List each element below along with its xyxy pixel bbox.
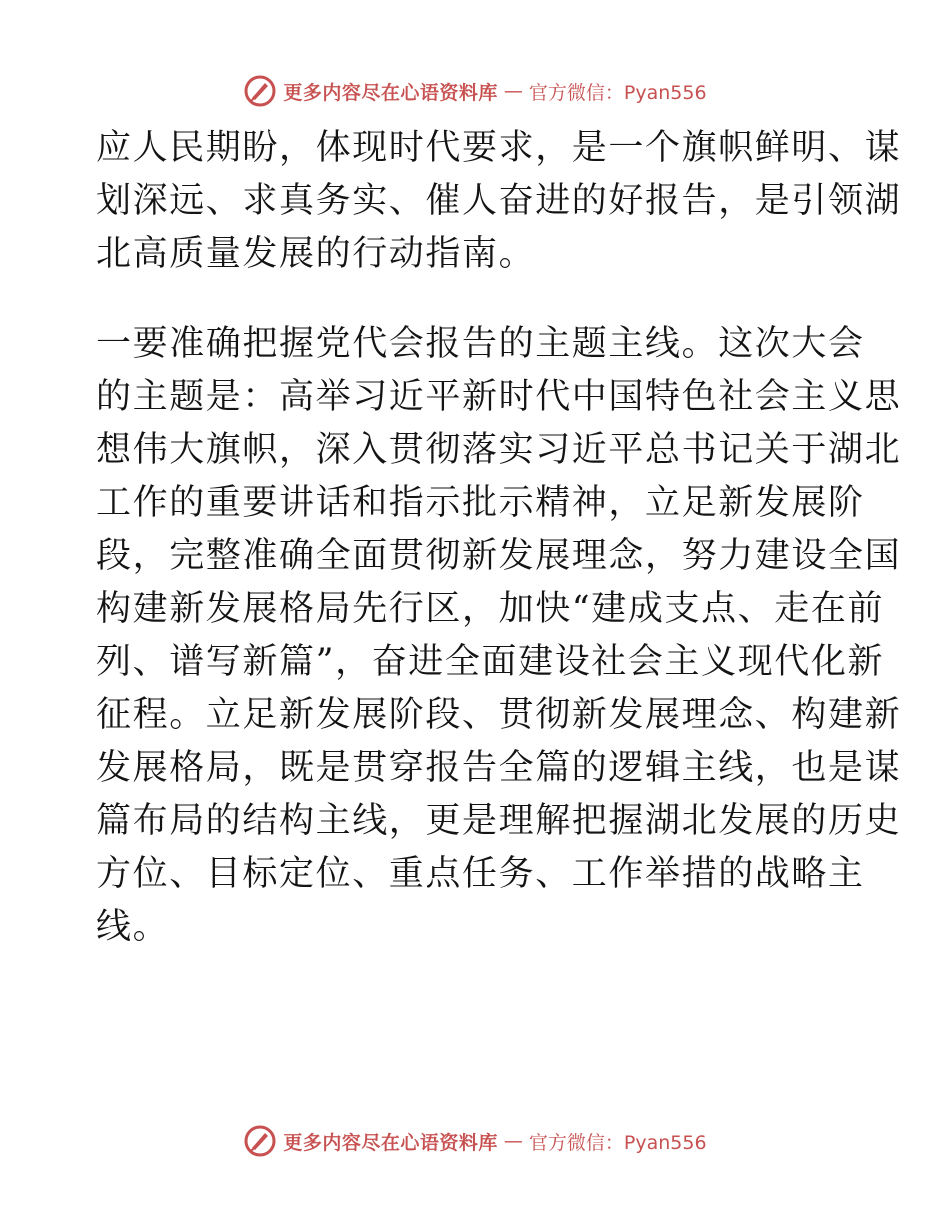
watermark-contact-text: 官方微信：Pyan556	[528, 1131, 707, 1154]
red-quill-logo-icon	[243, 1124, 277, 1158]
text-line: 征程。立足新发展阶段、贯彻新发展理念、构建新	[96, 695, 902, 735]
text-line: 应人民期盼，体现时代要求，是一个旗帜鲜明、谋	[96, 128, 902, 168]
text-line: 想伟大旗帜，深入贯彻落实习近平总书记关于湖北	[96, 430, 902, 470]
text-line: 划深远、求真务实、催人奋进的好报告，是引领湖	[96, 181, 902, 221]
text-line: 线。	[96, 907, 170, 947]
paragraph-2	[96, 318, 902, 954]
text-line: 列、谱写新篇”，奋进全面建设社会主义现代化新	[96, 642, 885, 682]
watermark-site-text: 更多内容尽在心语资料库	[283, 81, 498, 104]
watermark-dash: —	[503, 1130, 523, 1152]
text-line: 工作的重要讲话和指示批示精神，立足新发展阶	[96, 483, 865, 523]
text-line: 构建新发展格局先行区，加快“建成支点、走在前	[96, 589, 885, 629]
text-line: 的主题是：高举习近平新时代中国特色社会主义思	[96, 377, 902, 417]
text-line: 段，完整准确全面贯彻新发展理念，努力建设全国	[96, 536, 902, 576]
paragraph-spacer	[96, 281, 856, 318]
text-line: 发展格局，既是贯穿报告全篇的逻辑主线，也是谋	[96, 748, 902, 788]
text-line: 一要准确把握党代会报告的主题主线。这次大会	[96, 324, 865, 364]
text-line: 篇布局的结构主线，更是理解把握湖北发展的历史	[96, 801, 902, 841]
watermark-dash: —	[503, 80, 523, 102]
text-line: 方位、目标定位、重点任务、工作举措的战略主	[96, 854, 865, 894]
text-line: 北高质量发展的行动指南。	[96, 234, 536, 274]
document-body	[96, 122, 902, 954]
footer-watermark	[0, 1121, 950, 1161]
header-watermark	[0, 71, 950, 111]
watermark-site-text: 更多内容尽在心语资料库	[283, 1131, 498, 1154]
watermark-contact-text: 官方微信：Pyan556	[528, 81, 707, 104]
paragraph-1	[96, 122, 902, 281]
red-quill-logo-icon	[243, 74, 277, 108]
